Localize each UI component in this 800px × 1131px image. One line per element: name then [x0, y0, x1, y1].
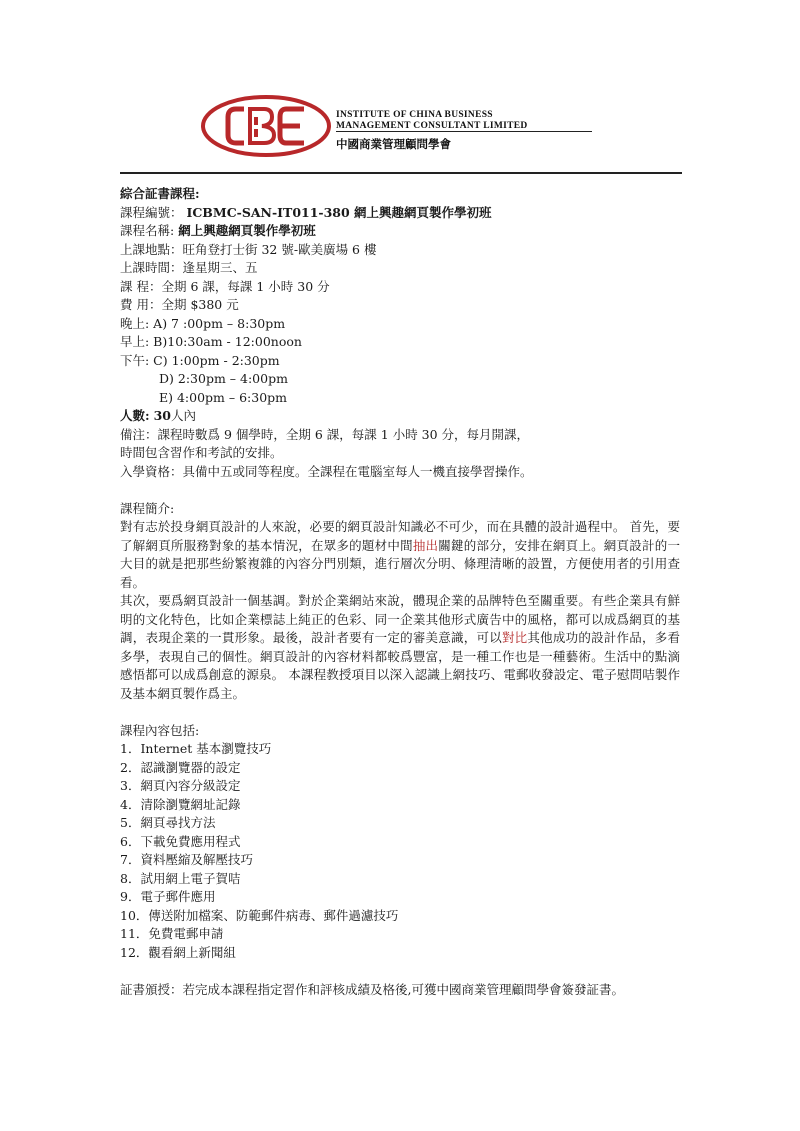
schedule-afternoon-d: D) 2:30pm – 4:00pm — [159, 371, 288, 386]
schedule-evening: 晚上: A) 7 :00pm – 8:30pm — [120, 315, 286, 331]
spacer — [120, 962, 680, 981]
list-item: 6．下載免費應用程式 — [120, 833, 241, 849]
list-item: 4．清除瀏覽網址記錄 — [120, 796, 241, 812]
org-name-line-1: INSTITUTE OF CHINA BUSINESS — [336, 110, 493, 120]
intro-paragraph-1 — [120, 518, 680, 592]
intro-paragraph-2 — [120, 592, 680, 703]
schedule-afternoon: 下午: C) 1:00pm - 2:30pm — [120, 352, 280, 368]
intro-p1-highlight: 抽出 — [412, 537, 439, 553]
course-fee: 費 用：全期 $380 元 — [120, 297, 239, 312]
list-item: 8．試用網上電子賀咭 — [120, 870, 241, 886]
course-document — [120, 185, 680, 999]
topics-list — [120, 740, 680, 962]
list-item: 3．網頁內容分級設定 — [120, 778, 241, 793]
spacer — [120, 481, 680, 500]
course-name — [120, 222, 680, 241]
course-name-label: 課程名稱: — [120, 223, 175, 238]
intro-heading: 課程簡介: — [120, 500, 175, 516]
organization-name-chinese: 中國商業管理顧問學會 — [336, 137, 451, 151]
list-item: 9．電子郵件應用 — [120, 889, 216, 904]
capacity-suffix: 人內 — [171, 408, 197, 423]
list-item: 12．觀看網上新聞組 — [120, 944, 236, 960]
intro-p2-highlight: 對比 — [501, 630, 528, 645]
spacer — [120, 703, 680, 722]
capacity-value: 30 — [153, 408, 172, 423]
schedule-afternoon-e: E) 4:00pm – 6:30pm — [159, 389, 288, 405]
course-code — [120, 204, 680, 223]
course-code-label: 課程編號： — [120, 204, 183, 220]
intro-p2-text-a: 其次，要爲網頁設計一個基調。對於企業網站來說，體現企業的品牌特色至關重要。有些企業具有鮮明的文化特色，比如企業標誌上純正的色彩、同一企業其他形式廣告中的風格，都可以成爲網頁的基調，表現企業的一貫形象。最後，設計者要有一定的審美意識，可以 — [120, 593, 680, 645]
course-capacity — [120, 407, 680, 426]
course-name-value: 網上興趣網頁製作學初班 — [178, 223, 316, 238]
course-remark-line-1: 備注：課程時數爲 9 個學時，全期 6 課，每課 1 小時 30 分，每月開課， — [120, 426, 530, 442]
intro-p2-text-b: 其他成功的設計作品，多看多學，表現自己的個性。網頁設計的內容材料都較爲豐富，是一種工作也是一種藝術。生活中的點滴感悟都可以成爲創意的源泉。 本課程教授項目以深入認識上網技巧、電郵收發設定、電子慰問咭製作及基本網頁製作爲主。 — [120, 630, 680, 701]
course-remark-line-2: 時間包含習作和考試的安排。 — [120, 445, 283, 460]
list-item: 1．Internet 基本瀏覽技巧 — [120, 741, 272, 756]
course-heading: 綜合証書課程: — [120, 186, 200, 201]
list-item: 7．資料壓縮及解壓技巧 — [120, 852, 253, 867]
letterhead — [0, 0, 800, 175]
institute-logo — [200, 95, 332, 157]
organization-name-english — [336, 110, 528, 132]
list-item: 10．傳送附加檔案、防範郵件病毒、郵件過濾技巧 — [120, 907, 399, 923]
header-divider — [120, 172, 682, 174]
course-time: 上課時間：逢星期三、五 — [120, 260, 258, 275]
intro-p1-text-b: 關鍵的部分，安排在網頁上。網頁設計的一大目的就是把那些紛繁複雜的內容分門別類，進行層次分明、條理清晰的設置，方便使用者的引用查看。 — [120, 537, 680, 590]
certificate-text: 証書頒授：若完成本課程指定習作和評核成績及格後,可獲中國商業管理顧問學會簽發証書。 — [120, 981, 624, 997]
course-admission: 入學資格：具備中五或同等程度。全課程在電腦室每人一機直接學習操作。 — [120, 463, 533, 479]
course-code-value: ICBMC-SAN-IT011-380 網上興趣網頁製作學初班 — [186, 204, 492, 220]
org-name-underline — [336, 131, 592, 132]
course-sessions: 課 程：全期 6 課，每課 1 小時 30 分 — [120, 278, 330, 294]
list-item: 5．網頁尋找方法 — [120, 815, 216, 830]
capacity-label: 人數: — [120, 408, 150, 423]
topics-heading: 課程內容包括: — [120, 722, 200, 738]
course-location: 上課地點：旺角登打士街 32 號-歐美廣場 6 樓 — [120, 241, 377, 257]
list-item: 2．認識瀏覽器的設定 — [120, 759, 241, 775]
intro-p1-text-a: 對有志於投身網頁設計的人來說，必要的網頁設計知識必不可少，而在具體的設計過程中。 首先，要了解網頁所服務對象的基本情況，在眾多的題材中間 — [120, 519, 680, 553]
org-name-line-2: MANAGEMENT CONSULTANT LIMITED — [336, 121, 528, 131]
schedule-morning: 早上: B)10:30am - 12:00noon — [120, 334, 302, 349]
list-item: 11．免費電郵申請 — [120, 926, 224, 941]
